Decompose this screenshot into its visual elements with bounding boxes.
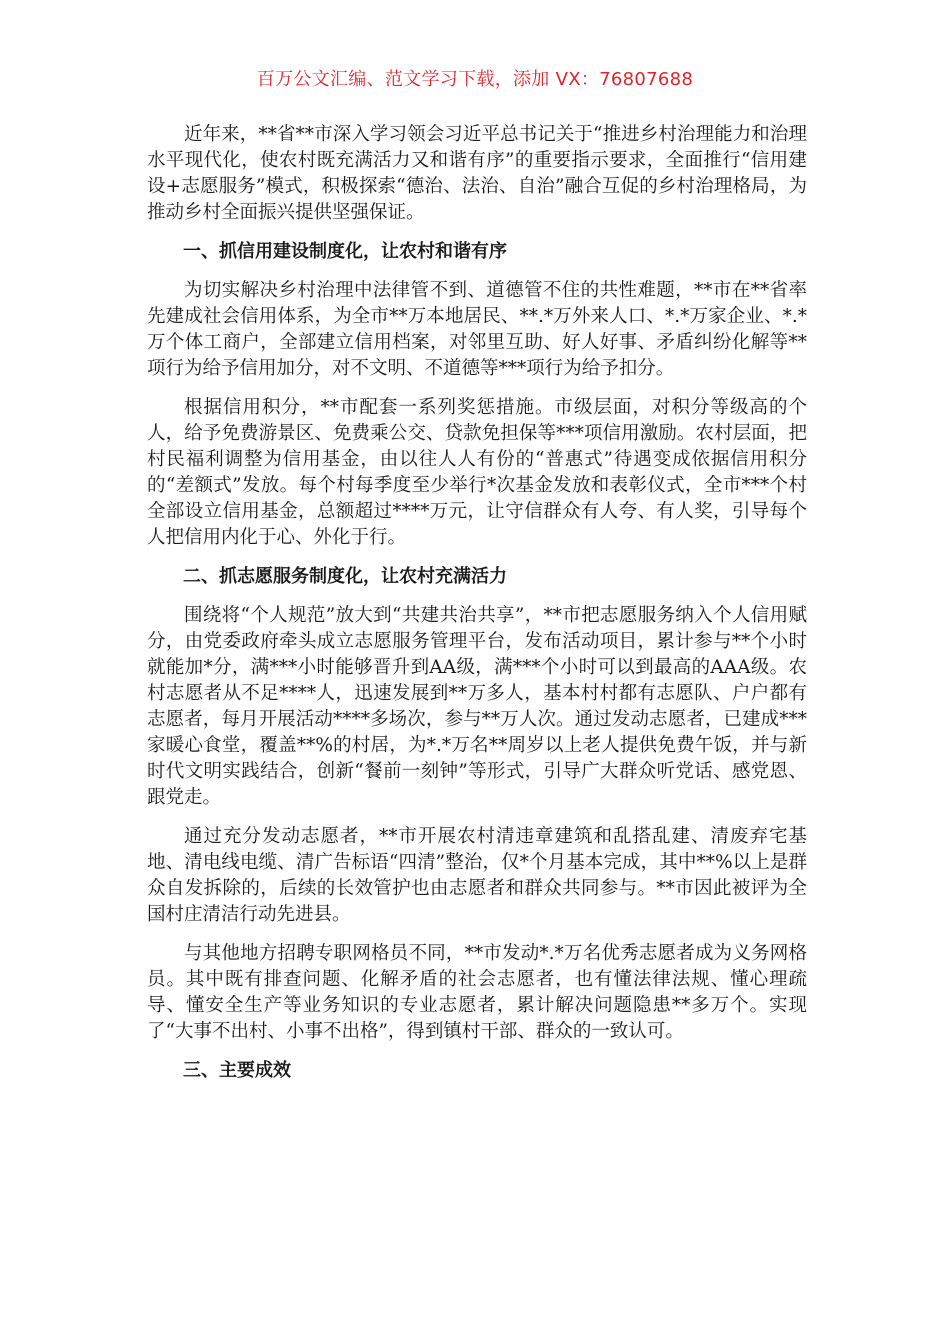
section-2-paragraph-3: 与其他地方招聘专职网格员不同，**市发动*.*万名优秀志愿者成为义务网格员。其中既有排查问题、化解矛盾的社会志愿者，也有懂法律法规、懂心理疏导、懂安全生产等业务知识的专业志愿者，累计解决问题隐患**多万个。实现了“大事不出村、小事不出格”，得到镇村干部、群众的一致认可。 — [147, 943, 807, 1042]
document-body — [147, 122, 807, 1097]
section-1-paragraph-1: 为切实解决乡村治理中法律管不到、道德管不住的共性难题，**市在**省率先建成社会信用体系，为全市**万本地居民、**.*万外来人口、*.*万家企业、*.*万个体工商户，全部建立信用档案，对邻里互助、好人好事、矛盾纠纷化解等**项行为给予信用加分，对不文明、不道德等***项行为给予扣分。 — [147, 280, 807, 379]
section-2-paragraph-1: 围绕将“个人规范”放大到“共建共治共享”，**市把志愿服务纳入个人信用赋分，由党委政府牵头成立志愿服务管理平台，发布活动项目，累计参与**个小时就能加*分，满***小时能够晋升到AA级，满***个小时可以到最高的AAA级。农村志愿者从不足****人，迅速发展到**万多人，基本村村都有志愿队、户户都有志愿者，每月开展活动****多场次，参与**万人次。通过发动志愿者，已建成***家暖心食堂，覆盖**%的村居，为*.*万名**周岁以上老人提供免费午饭，并与新时代文明实践结合，创新“餐前一刻钟”等形式，引导广大群众听党话、感党恩、跟党走。 — [147, 605, 807, 808]
section-3-heading: 三、主要成效 — [183, 1060, 291, 1081]
watermark-header: 百万公文汇编、范文学习下载，添加 VX：76807688 — [256, 69, 694, 90]
section-1-paragraph-2: 根据信用积分，**市配套一系列奖惩措施。市级层面，对积分等级高的个人，给予免费游景区、免费乘公交、贷款免担保等***项信用激励。农村层面，把村民福利调整为信用基金，由以往人人有份的“普惠式”待遇变成依据信用积分的“差额式”发放。每个村每季度至少举行*次基金发放和表彰仪式，全市***个村全部设立信用基金，总额超过****万元，让守信群众有人夸、有人奖，引导每个人把信用内化于心、外化于行。 — [147, 397, 807, 548]
section-2-heading: 二、抓志愿服务制度化，让农村充满活力 — [183, 566, 507, 587]
section-2-paragraph-2: 通过充分发动志愿者，**市开展农村清违章建筑和乱搭乱建、清废弃宅基地、清电线电缆、清广告标语“四清”整治，仅*个月基本完成，其中**%以上是群众自发拆除的，后续的长效管护也由志愿者和群众共同参与。**市因此被评为全国村庄清洁行动先进县。 — [147, 826, 807, 925]
section-1-heading: 一、抓信用建设制度化，让农村和谐有序 — [183, 241, 507, 262]
intro-paragraph: 近年来，**省**市深入学习领会习近平总书记关于“推进乡村治理能力和治理水平现代化，使农村既充满活力又和谐有序”的重要指示要求，全面推行“信用建设+志愿服务”模式，积极探索“德治、法治、自治”融合互促的乡村治理格局，为推动乡村全面振兴提供坚强保证。 — [147, 124, 807, 223]
